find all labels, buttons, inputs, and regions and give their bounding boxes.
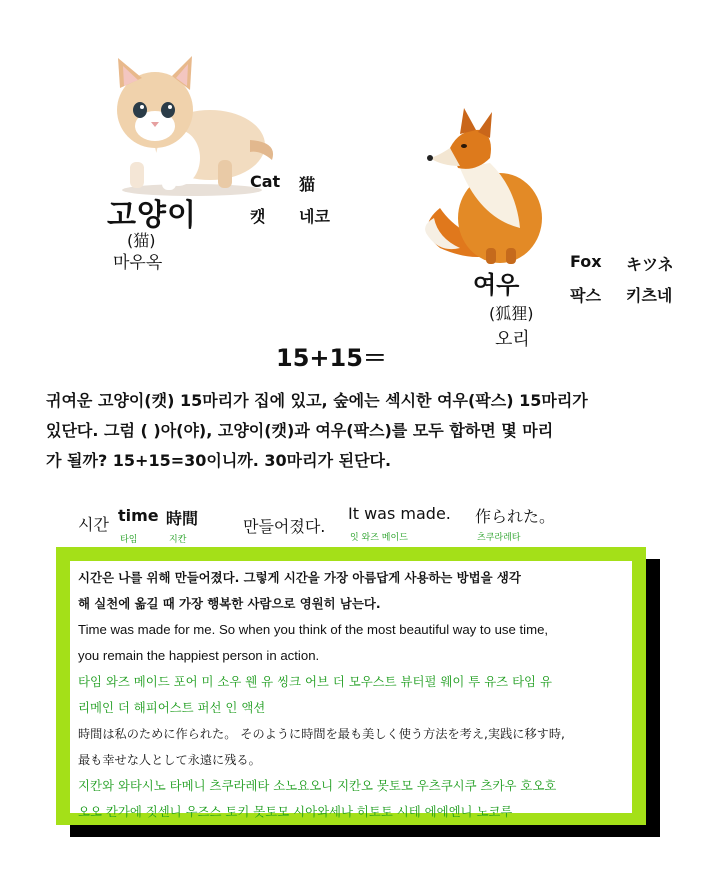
fox-word: 여우 xyxy=(473,271,520,299)
quote-japanese-line: 時間は私のために作られた。 そのように時間を最も美しく使う方法を考え,実践に移す時, xyxy=(78,727,565,741)
cat-word: 고양이 xyxy=(107,198,197,233)
quote-english-line: Time was made for me. So when you think of the most beautiful way to use time, xyxy=(78,622,549,637)
cat-english-reading: 캣 xyxy=(250,207,266,226)
reading-it-was-made: 잇 와즈 메이드 xyxy=(350,533,408,543)
equation: 15+15＝ xyxy=(276,344,387,372)
cat-japanese: 猫 xyxy=(299,175,316,194)
fox-japanese-reading: 키츠네 xyxy=(626,286,673,305)
cat-english: Cat xyxy=(250,172,281,191)
quote-japanese-reading-line: 오오 칸가에 짓센니 우즈스 토키 못토모 시아와세나 히토토 시테 에에엔니 노코루 xyxy=(78,804,513,819)
fox-english: Fox xyxy=(570,252,602,271)
reading-tsukurareta: 츠쿠라레타 xyxy=(477,533,521,543)
vocab-made-english: It was made. xyxy=(348,504,451,523)
vocab-made-korean: 만들어졌다. xyxy=(243,517,326,536)
fox-image xyxy=(420,108,550,268)
reading-time: 타임 xyxy=(120,535,138,545)
reading-jikan: 지칸 xyxy=(169,535,187,545)
fox-hanja: (狐狸) xyxy=(489,304,534,323)
vocab-made-japanese: 作られた。 xyxy=(475,507,556,526)
fox-native-reading: 오리 xyxy=(495,329,530,350)
quote-english-line: you remain the happiest person in action. xyxy=(78,648,320,663)
story-line: 있단다. 그럼 ( )아(야), 고양이(캣)과 여우(팍스)를 모두 합하면 몇 마리 xyxy=(46,421,554,440)
cat-native-reading: 마우옥 xyxy=(113,253,163,273)
quote-japanese-reading-line: 지칸와 와타시노 타메니 츠쿠라레타 소노요오니 지칸오 못토모 우츠쿠시쿠 츠카우 호오호 xyxy=(78,778,557,793)
fox-japanese: キツネ xyxy=(626,255,674,274)
quote-box xyxy=(56,547,646,825)
story-line: 귀여운 고양이(캣) 15마리가 집에 있고, 숲에는 섹시한 여우(팍스) 15마리가 xyxy=(46,391,588,410)
cat-japanese-reading: 네코 xyxy=(299,207,330,226)
vocab-time-english: time xyxy=(118,506,159,525)
quote-japanese-line: 最も幸せな人として永遠に残る。 xyxy=(78,753,261,767)
quote-korean-line: 시간은 나를 위해 만들어졌다. 그렇게 시간을 가장 아름답게 사용하는 방법을 생각 xyxy=(78,570,521,585)
vocab-time-japanese: 時間 xyxy=(166,509,199,528)
story-line: 가 될까? 15+15=30이니까. 30마리가 된단다. xyxy=(46,451,392,470)
quote-korean-line: 해 실천에 옮길 때 가장 행복한 사람으로 영원히 남는다. xyxy=(78,596,381,611)
vocab-time-korean: 시간 xyxy=(78,515,109,534)
quote-box-content xyxy=(70,561,632,819)
quote-english-reading-line: 리메인 더 해피어스트 퍼선 인 액션 xyxy=(78,700,266,715)
quote-english-reading-line: 타임 와즈 메이드 포어 미 소우 웬 유 씽크 어브 더 모우스트 뷰터펄 웨이 투 유즈 타임 유 xyxy=(78,674,552,689)
cat-hanja: (猫) xyxy=(127,231,156,250)
story-paragraph xyxy=(46,386,686,476)
fox-english-reading: 팍스 xyxy=(570,286,601,305)
